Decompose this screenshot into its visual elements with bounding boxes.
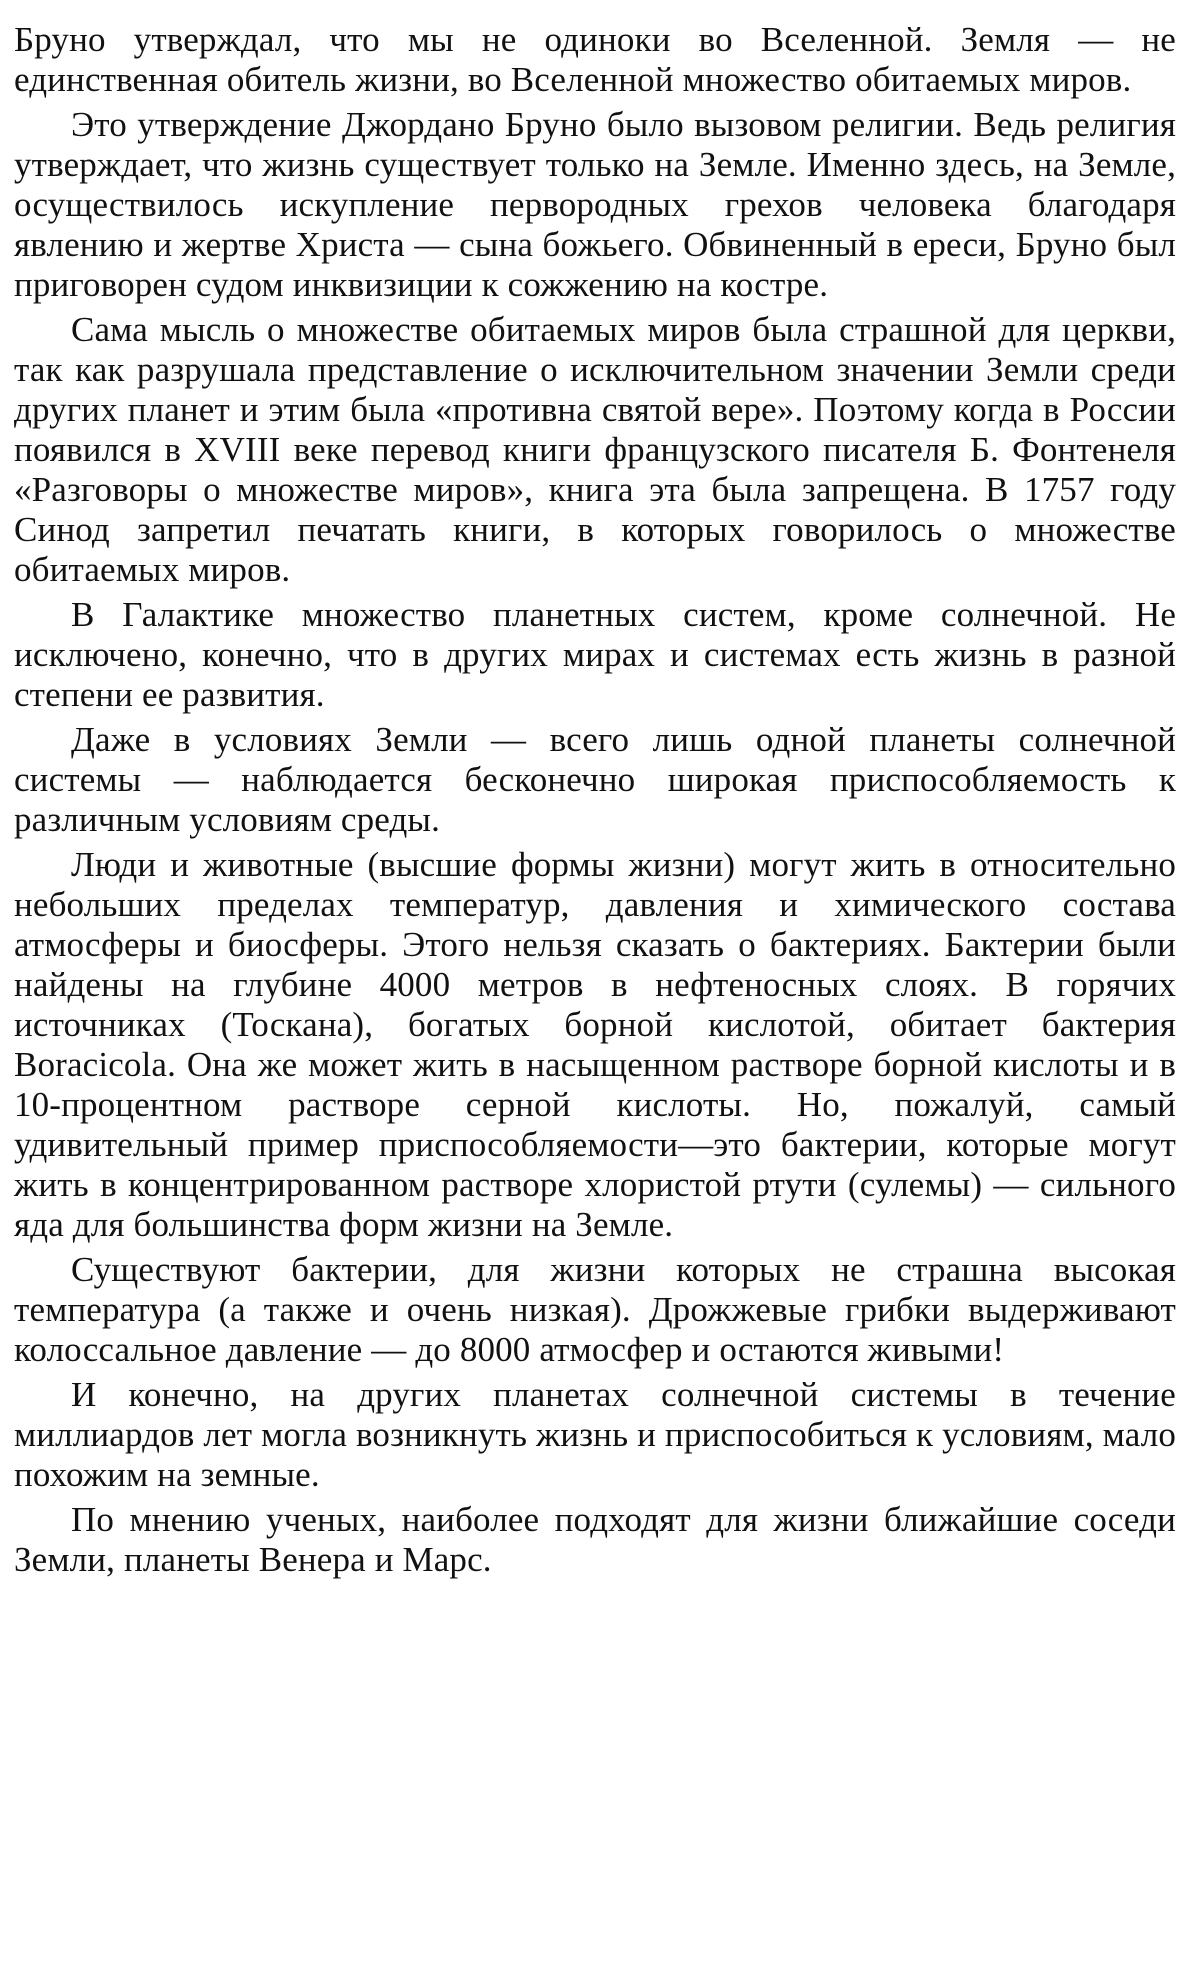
paragraph-bruno-claim: Бруно утверждал, что мы не одиноки во Вселенной. Земля — не единственная обитель жизни, во Вселенной множество обитаемых миров.: [14, 20, 1176, 99]
paragraph-extreme-conditions: Существуют бактерии, для жизни которых не страшна высокая температура (а также и очень низкая). Дрожжевые грибки выдерживают колоссальное давление — до 8000 атмосфер и остаются живыми!: [14, 1250, 1176, 1369]
paragraph-religion-challenge: Это утверждение Джордано Бруно было вызовом религии. Ведь религия утверждает, что жизнь существует только на Земле. Именно здесь, на Земле, осуществилось искупление первородных грехов человека благодаря явлению и жертве Христа — сына божьего. Обвиненный в ереси, Бруно был приговорен судом инквизиции к сожжению на костре.: [14, 105, 1176, 304]
paragraph-galaxy-systems: В Галактике множество планетных систем, кроме солнечной. Не исключено, конечно, что в других мирах и системах есть жизнь в разной степени ее развития.: [14, 595, 1176, 714]
paragraph-church-ban: Сама мысль о множестве обитаемых миров была страшной для церкви, так как разрушала представление о исключительном значении Земли среди других планет и этим была «противна святой вере». Поэтому когда в России появился в XVIII веке перевод книги французского писателя Б. Фонтенеля «Разговоры о множестве миров», книга эта была запрещена. В 1757 году Синод запретил печатать книги, в которых говорилось о множестве обитаемых миров.: [14, 310, 1176, 589]
paragraph-venus-mars: По мнению ученых, наиболее подходят для жизни ближайшие соседи Земли, планеты Венера и Марс.: [14, 1500, 1176, 1579]
paragraph-earth-adaptability: Даже в условиях Земли — всего лишь одной планеты солнечной системы — наблюдается бесконечно широкая приспособляемость к различным условиям среды.: [14, 720, 1176, 839]
document-page: [14, 20, 1176, 1585]
paragraph-other-planets: И конечно, на других планетах солнечной системы в течение миллиардов лет могла возникнуть жизнь и приспособиться к условиям, мало похожим на земные.: [14, 1375, 1176, 1494]
paragraph-bacteria-examples: Люди и животные (высшие формы жизни) могут жить в относительно небольших пределах температур, давления и химического состава атмосферы и биосферы. Этого нельзя сказать о бактериях. Бактерии были найдены на глубине 4000 метров в нефтеносных слоях. В горячих источниках (Тоскана), богатых борной кислотой, обитает бактерия Boracicola. Она же может жить в насыщенном растворе борной кислоты и в 10-процентном растворе серной кислоты. Но, пожалуй, самый удивительный пример приспособляемости—это бактерии, которые могут жить в концентрированном растворе хлористой ртути (сулемы) — сильного яда для большинства форм жизни на Земле.: [14, 845, 1176, 1244]
